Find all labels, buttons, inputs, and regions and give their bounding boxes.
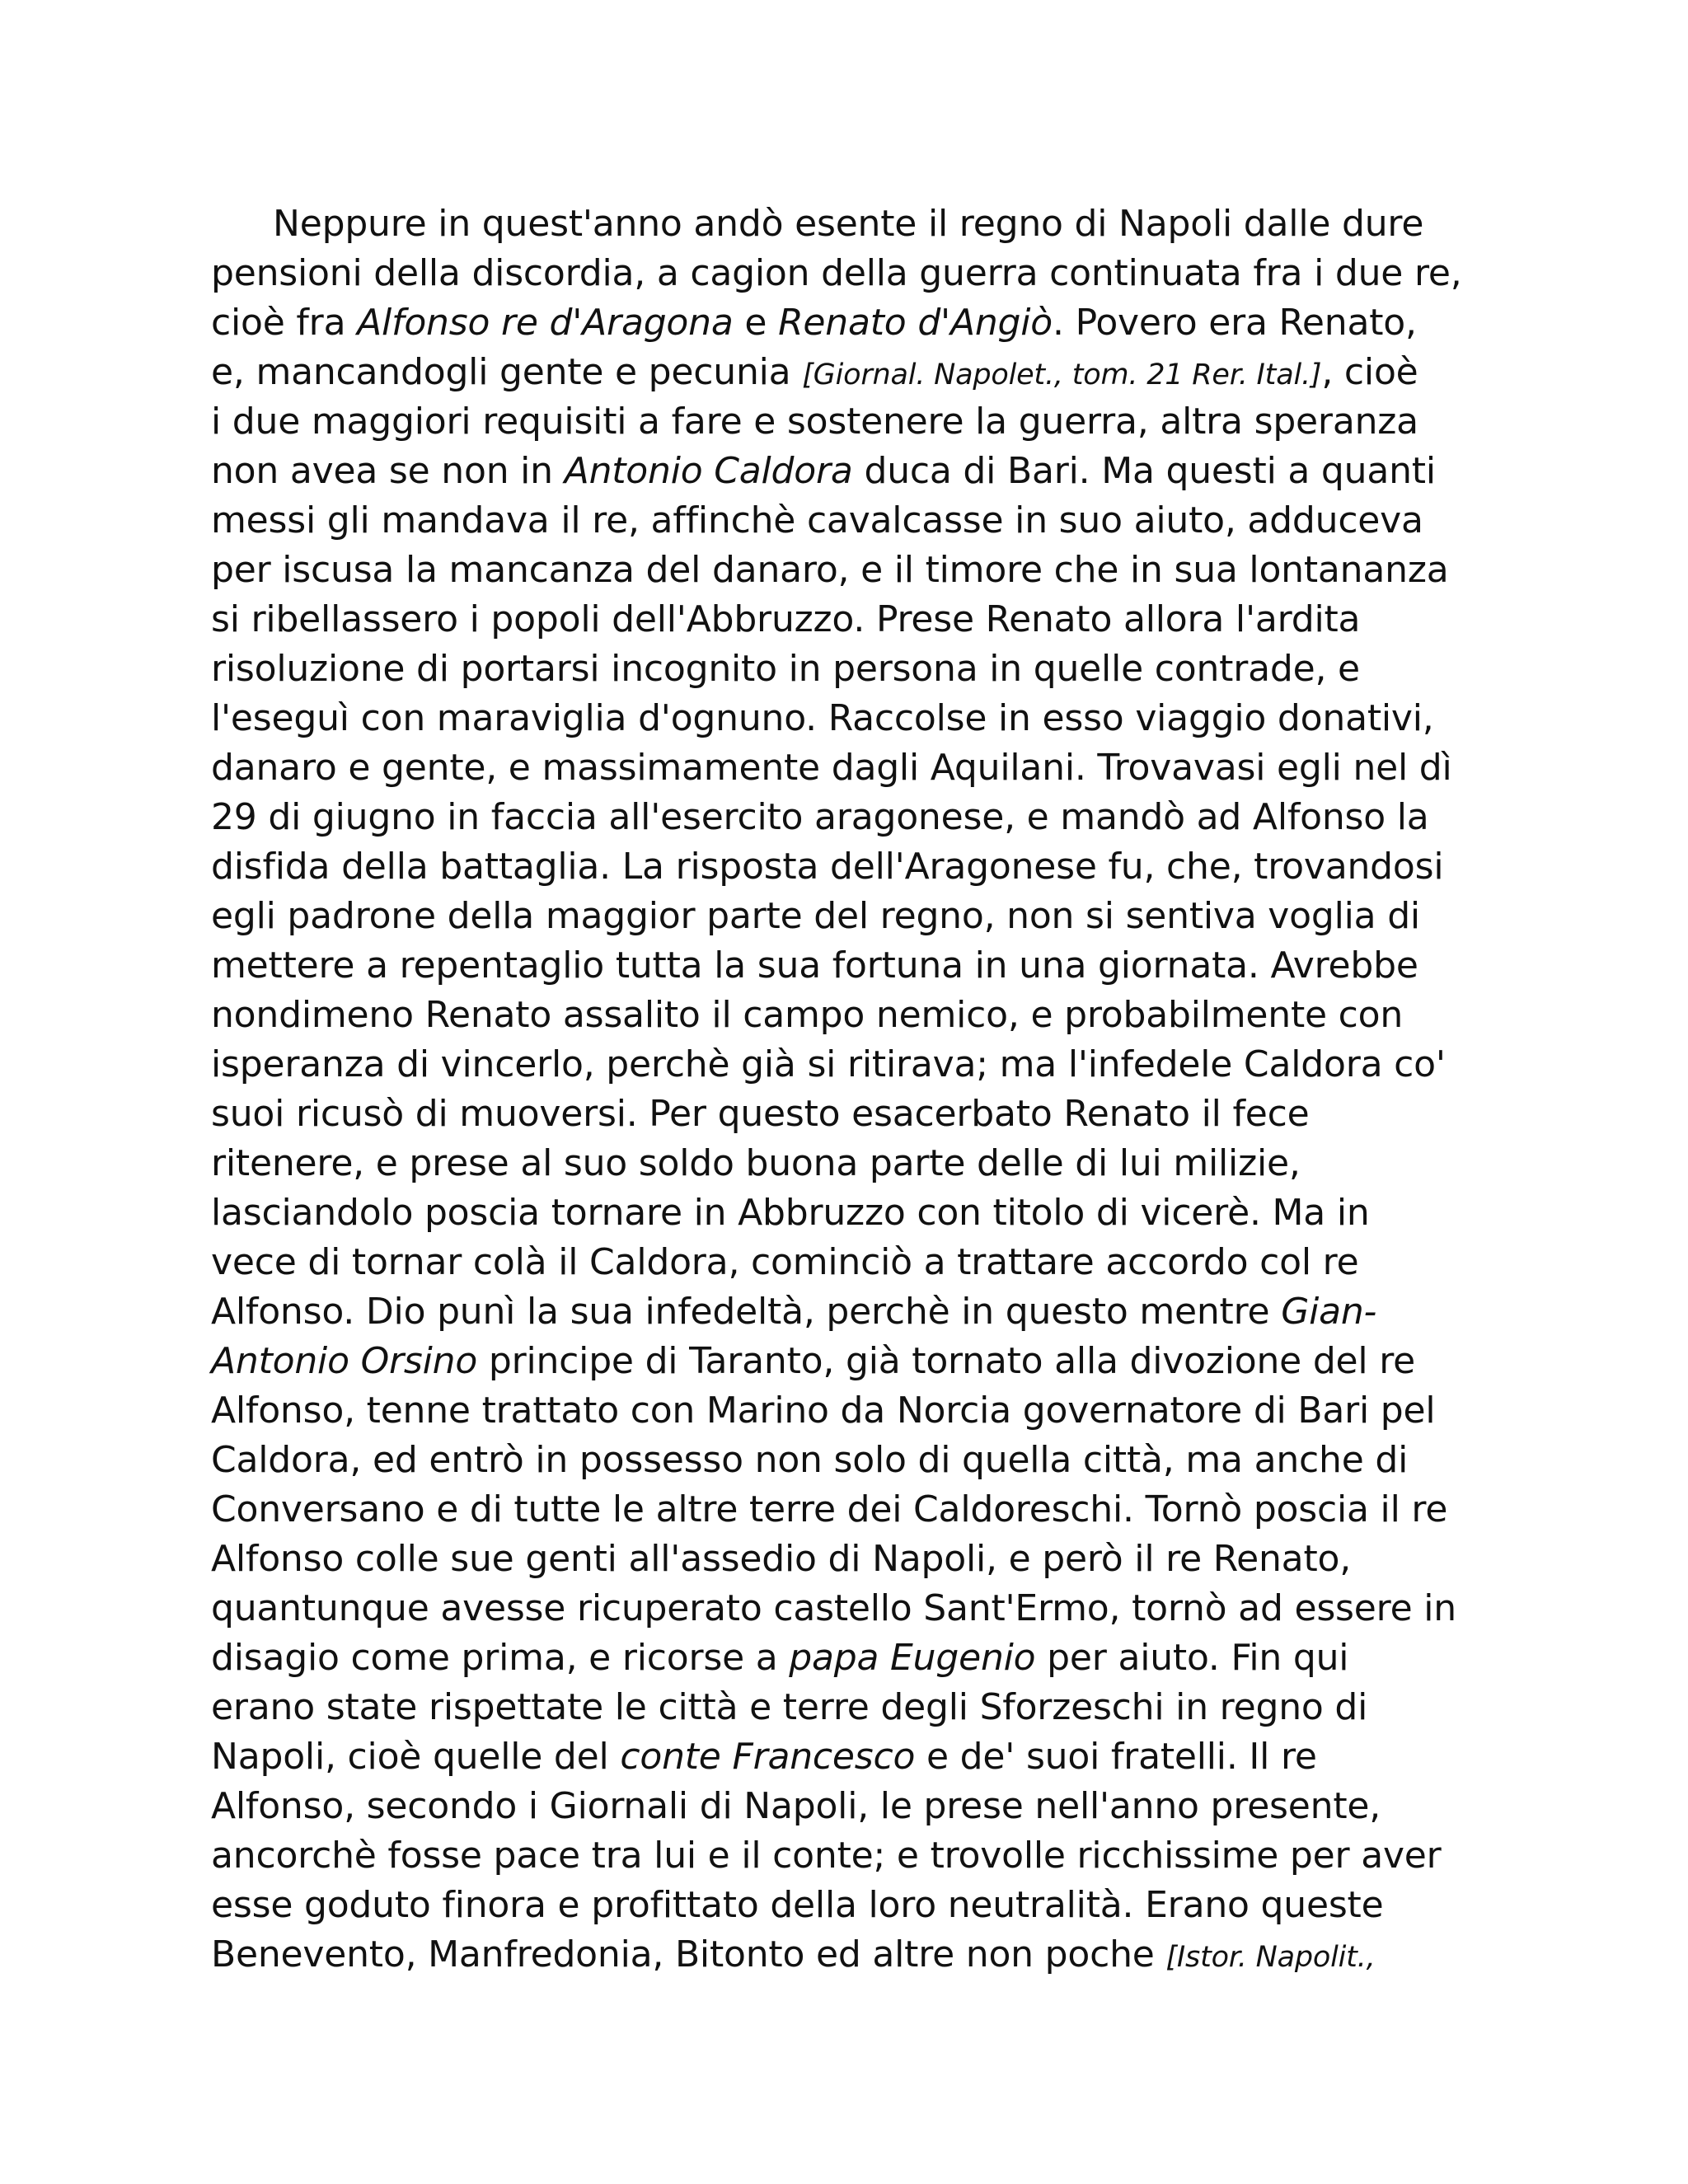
text-line bbox=[211, 1188, 1497, 1238]
document-page bbox=[211, 199, 1497, 1980]
text-segment: duca di Bari. Ma questi a quanti bbox=[852, 450, 1436, 492]
text-segment: i due maggiori requisiti a fare e sostenere la guerra, altra speranza bbox=[211, 401, 1418, 443]
text-line bbox=[211, 447, 1497, 496]
text-segment: nondimeno Renato assalito il campo nemico, e probabilmente con bbox=[211, 994, 1404, 1036]
text-segment: danaro e gente, e massimamente dagli Aquilani. Trovavasi egli nel dì bbox=[211, 747, 1452, 789]
text-line bbox=[211, 842, 1497, 892]
text-segment: Alfonso, secondo i Giornali di Napoli, le prese nell'anno presente, bbox=[211, 1785, 1381, 1827]
citation-ref: [Istor. Napolit., bbox=[1165, 1941, 1376, 1974]
text-line bbox=[211, 1683, 1497, 1732]
text-segment: e, mancandogli gente e pecunia bbox=[211, 351, 803, 393]
text-segment: 29 di giugno in faccia all'esercito aragonese, e mandò ad Alfonso la bbox=[211, 796, 1429, 838]
text-segment: quantunque avesse ricuperato castello Sant'Ermo, tornò ad essere in bbox=[211, 1587, 1456, 1629]
text-segment: disfida della battaglia. La risposta dell'Aragonese fu, che, trovandosi bbox=[211, 846, 1444, 888]
italic-name: papa Eugenio bbox=[789, 1637, 1036, 1679]
text-line bbox=[211, 1881, 1497, 1930]
italic-name: Antonio Orsino bbox=[211, 1340, 478, 1382]
citation-ref: [Giornal. Napolet., tom. 21 Rer. Ital.] bbox=[802, 359, 1322, 391]
text-segment: mettere a repentaglio tutta la sua fortuna in una giornata. Avrebbe bbox=[211, 944, 1418, 987]
text-segment: non avea se non in bbox=[211, 450, 565, 492]
text-line bbox=[211, 1139, 1497, 1188]
text-segment: per aiuto. Fin qui bbox=[1035, 1637, 1349, 1679]
text-line bbox=[211, 941, 1497, 991]
text-line bbox=[211, 496, 1497, 546]
italic-name: Antonio Caldora bbox=[564, 450, 853, 492]
text-line bbox=[211, 793, 1497, 842]
text-segment: principe di Taranto, già tornato alla divozione del re bbox=[477, 1340, 1416, 1382]
italic-name: Gian- bbox=[1281, 1291, 1377, 1333]
text-segment: ritenere, e prese al suo soldo buona parte delle di lui milizie, bbox=[211, 1142, 1301, 1184]
text-segment: Benevento, Manfredonia, Bitonto ed altre non poche bbox=[211, 1933, 1166, 1975]
text-segment: cioè fra bbox=[211, 302, 358, 344]
text-line bbox=[211, 1436, 1497, 1485]
text-segment: . Povero era Renato, bbox=[1053, 302, 1417, 344]
text-segment: Neppure in quest'anno andò esente il regno di Napoli dalle dure bbox=[273, 203, 1424, 245]
text-line bbox=[211, 546, 1497, 595]
text-line bbox=[211, 1732, 1497, 1782]
text-segment: esse goduto finora e profittato della loro neutralità. Erano queste bbox=[211, 1884, 1384, 1926]
italic-name: Alfonso re d'Aragona bbox=[357, 302, 734, 344]
text-line bbox=[211, 1831, 1497, 1881]
italic-name: conte Francesco bbox=[620, 1736, 916, 1778]
text-line bbox=[211, 298, 1497, 348]
text-segment: Caldora, ed entrò in possesso non solo di quella città, ma anche di bbox=[211, 1439, 1409, 1481]
text-segment: isperanza di vincerlo, perchè già si ritirava; ma l'infedele Caldora co' bbox=[211, 1043, 1446, 1085]
text-segment: Alfonso colle sue genti all'assedio di Napoli, e però il re Renato, bbox=[211, 1538, 1351, 1580]
text-segment: risoluzione di portarsi incognito in persona in quelle contrade, e bbox=[211, 648, 1360, 690]
text-line bbox=[211, 1535, 1497, 1584]
text-segment: per iscusa la mancanza del danaro, e il timore che in sua lontananza bbox=[211, 549, 1449, 591]
text-line bbox=[211, 199, 1497, 249]
text-line bbox=[211, 348, 1497, 397]
text-segment: vece di tornar colà il Caldora, cominciò a trattare accordo col re bbox=[211, 1241, 1359, 1283]
text-segment: egli padrone della maggior parte del regno, non si sentiva voglia di bbox=[211, 895, 1420, 937]
text-line bbox=[211, 743, 1497, 793]
text-segment: Alfonso. Dio punì la sua infedeltà, perchè in questo mentre bbox=[211, 1291, 1282, 1333]
text-segment: Napoli, cioè quelle del bbox=[211, 1736, 621, 1778]
text-segment: disagio come prima, e ricorse a bbox=[211, 1637, 790, 1679]
italic-name: Renato d'Angiò bbox=[778, 302, 1053, 344]
text-segment: lasciandolo poscia tornare in Abbruzzo con titolo di vicerè. Ma in bbox=[211, 1192, 1370, 1234]
text-line bbox=[211, 1584, 1497, 1633]
text-line bbox=[211, 1386, 1497, 1436]
text-segment: si ribellassero i popoli dell'Abbruzzo. Prese Renato allora l'ardita bbox=[211, 598, 1361, 640]
text-line bbox=[211, 694, 1497, 743]
text-line bbox=[211, 1040, 1497, 1090]
text-line bbox=[211, 644, 1497, 694]
text-line bbox=[211, 1485, 1497, 1535]
text-line bbox=[211, 892, 1497, 941]
text-line bbox=[211, 1090, 1497, 1139]
text-line bbox=[211, 249, 1497, 298]
text-line bbox=[211, 991, 1497, 1040]
text-segment: l'eseguì con maraviglia d'ognuno. Raccolse in esso viaggio donativi, bbox=[211, 697, 1434, 739]
text-segment: Alfonso, tenne trattato con Marino da Norcia governatore di Bari pel bbox=[211, 1390, 1436, 1432]
text-segment: pensioni della discordia, a cagion della guerra continuata fra i due re, bbox=[211, 252, 1462, 294]
text-segment: , cioè bbox=[1321, 351, 1418, 393]
text-line bbox=[211, 397, 1497, 447]
text-segment: messi gli mandava il re, affinchè cavalcasse in suo aiuto, adduceva bbox=[211, 499, 1423, 541]
text-line bbox=[211, 1287, 1497, 1337]
text-segment: e bbox=[733, 302, 779, 344]
text-segment: erano state rispettate le città e terre degli Sforzeschi in regno di bbox=[211, 1686, 1368, 1728]
text-segment: Conversano e di tutte le altre terre dei Caldoreschi. Tornò poscia il re bbox=[211, 1488, 1448, 1530]
text-line bbox=[211, 1930, 1497, 1980]
text-line bbox=[211, 1782, 1497, 1831]
text-line bbox=[211, 595, 1497, 644]
body-paragraph bbox=[211, 199, 1497, 1980]
text-line bbox=[211, 1633, 1497, 1683]
text-segment: suoi ricusò di muoversi. Per questo esacerbato Renato il fece bbox=[211, 1093, 1310, 1135]
text-line bbox=[211, 1337, 1497, 1386]
text-segment: e de' suoi fratelli. Il re bbox=[915, 1736, 1317, 1778]
text-segment: ancorchè fosse pace tra lui e il conte; e trovolle ricchissime per aver bbox=[211, 1835, 1442, 1877]
text-line bbox=[211, 1238, 1497, 1287]
